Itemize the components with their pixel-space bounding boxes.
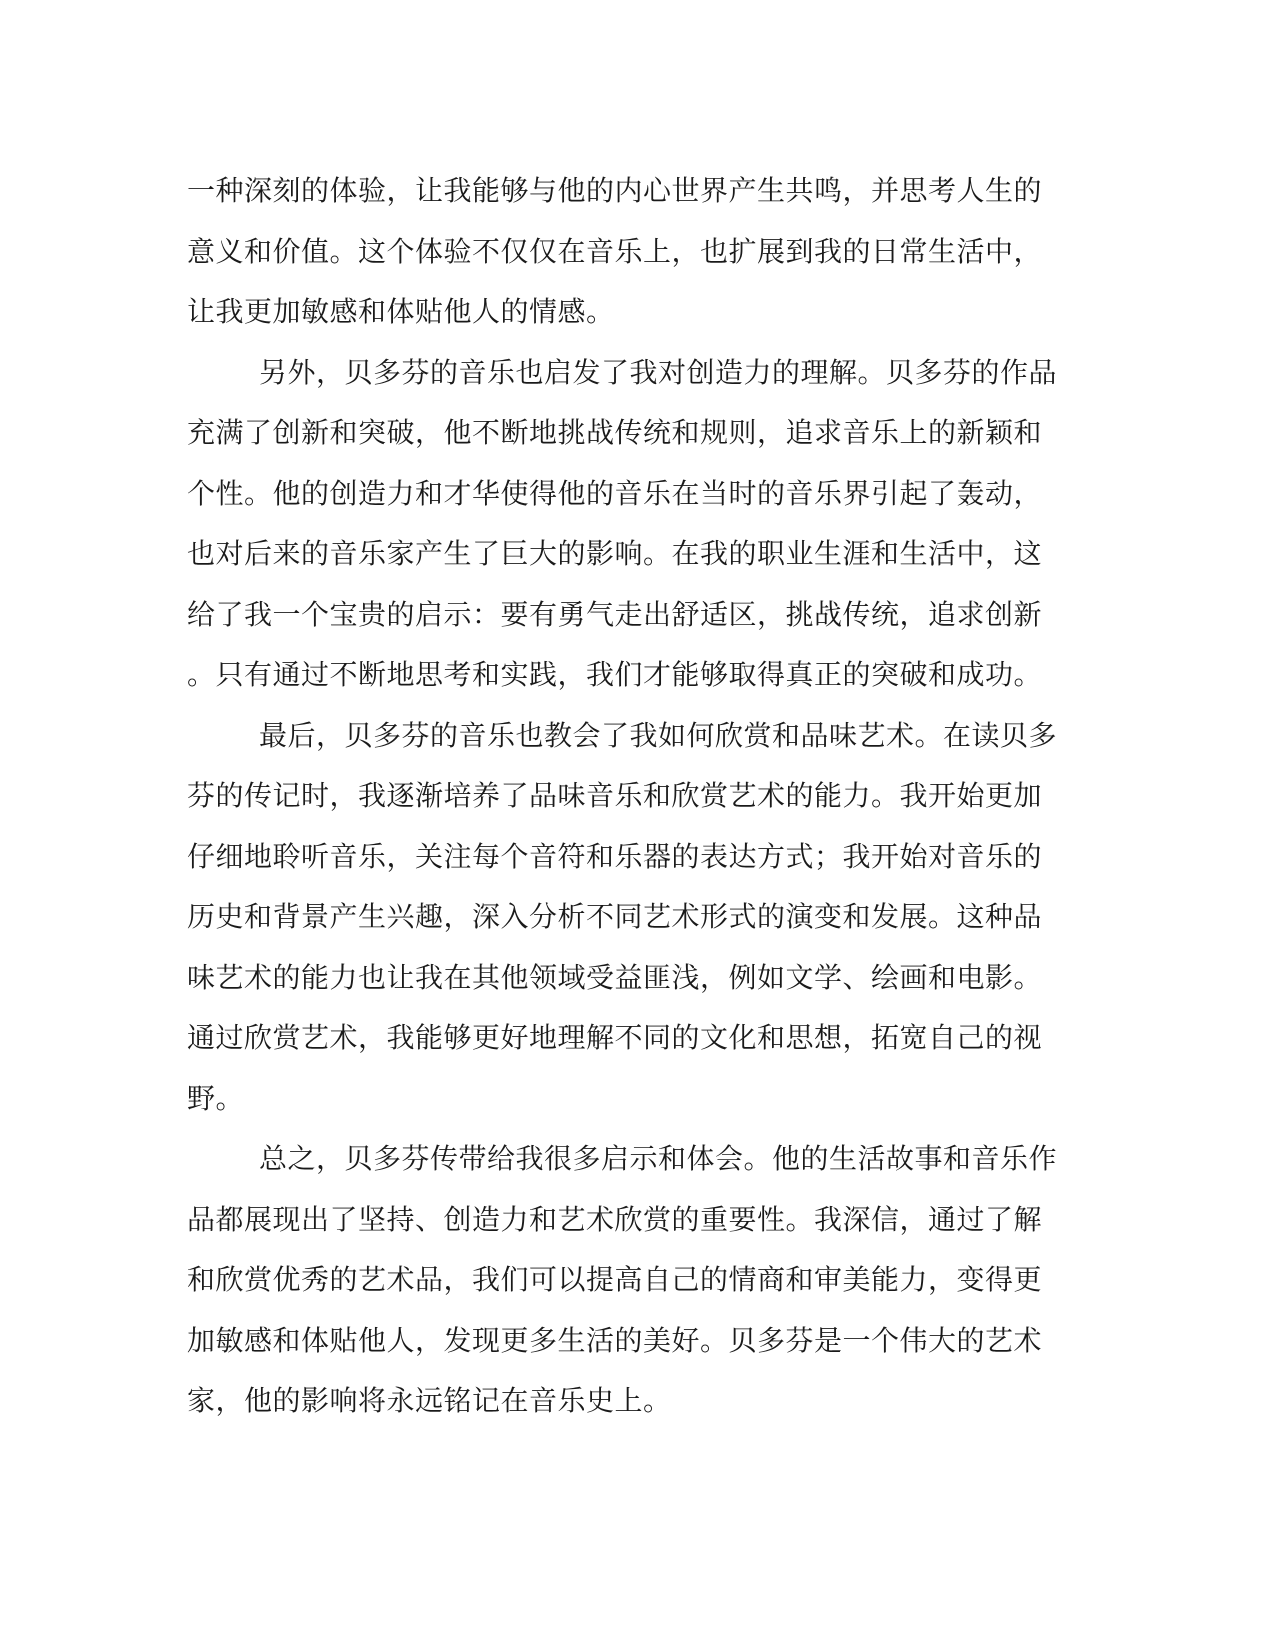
- text-line: 给了我一个宝贵的启示：要有勇气走出舒适区，挑战传统，追求创新: [187, 597, 1043, 631]
- text-line: 野。: [187, 1081, 245, 1115]
- text-line: 加敏感和体贴他人，发现更多生活的美好。贝多芬是一个伟大的艺术: [187, 1323, 1043, 1357]
- text-line: 通过欣赏艺术，我能够更好地理解不同的文化和思想，拓宽自己的视: [187, 1021, 1043, 1054]
- text-line: 芬的传记时，我逐渐培养了品味音乐和欣赏艺术的能力。我开始更加: [187, 779, 1043, 812]
- text-line: 品都展现出了坚持、创造力和艺术欣赏的重要性。我深信，通过了解: [187, 1202, 1043, 1236]
- paragraph-start-line: 另外，贝多芬的音乐也启发了我对创造力的理解。贝多芬的作品: [259, 355, 1058, 389]
- text-line: 味艺术的能力也让我在其他领域受益匪浅，例如文学、绘画和电影。: [187, 960, 1043, 994]
- text-line: 个性。他的创造力和才华使得他的音乐在当时的音乐界引起了轰动，: [187, 476, 1043, 510]
- text-line: 也对后来的音乐家产生了巨大的影响。在我的职业生涯和生活中，这: [187, 537, 1043, 570]
- text-line: 家，他的影响将永远铭记在音乐史上。: [187, 1384, 672, 1417]
- text-line: 历史和背景产生兴趣，深入分析不同艺术形式的演变和发展。这种品: [187, 900, 1043, 933]
- paragraph-start-line: 总之，贝多芬传带给我很多启示和体会。他的生活故事和音乐作: [259, 1142, 1058, 1175]
- text-line: 仔细地聆听音乐，关注每个音符和乐器的表达方式；我开始对音乐的: [187, 839, 1043, 873]
- paragraph-start-line: 最后，贝多芬的音乐也教会了我如何欣赏和品味艺术。在读贝多: [259, 718, 1058, 752]
- text-line: 一种深刻的体验，让我能够与他的内心世界产生共鸣，并思考人生的: [187, 174, 1043, 207]
- text-line: 和欣赏优秀的艺术品，我们可以提高自己的情商和审美能力，变得更: [187, 1263, 1043, 1296]
- text-line: 意义和价值。这个体验不仅仅在音乐上，也扩展到我的日常生活中，: [187, 234, 1043, 268]
- text-line: 充满了创新和突破，他不断地挑战传统和规则，追求音乐上的新颖和: [187, 416, 1043, 449]
- text-line: 让我更加敏感和体贴他人的情感。: [187, 295, 615, 328]
- text-line: 。只有通过不断地思考和实践，我们才能够取得真正的突破和成功。: [187, 658, 1043, 691]
- body-text: [187, 161, 1067, 1432]
